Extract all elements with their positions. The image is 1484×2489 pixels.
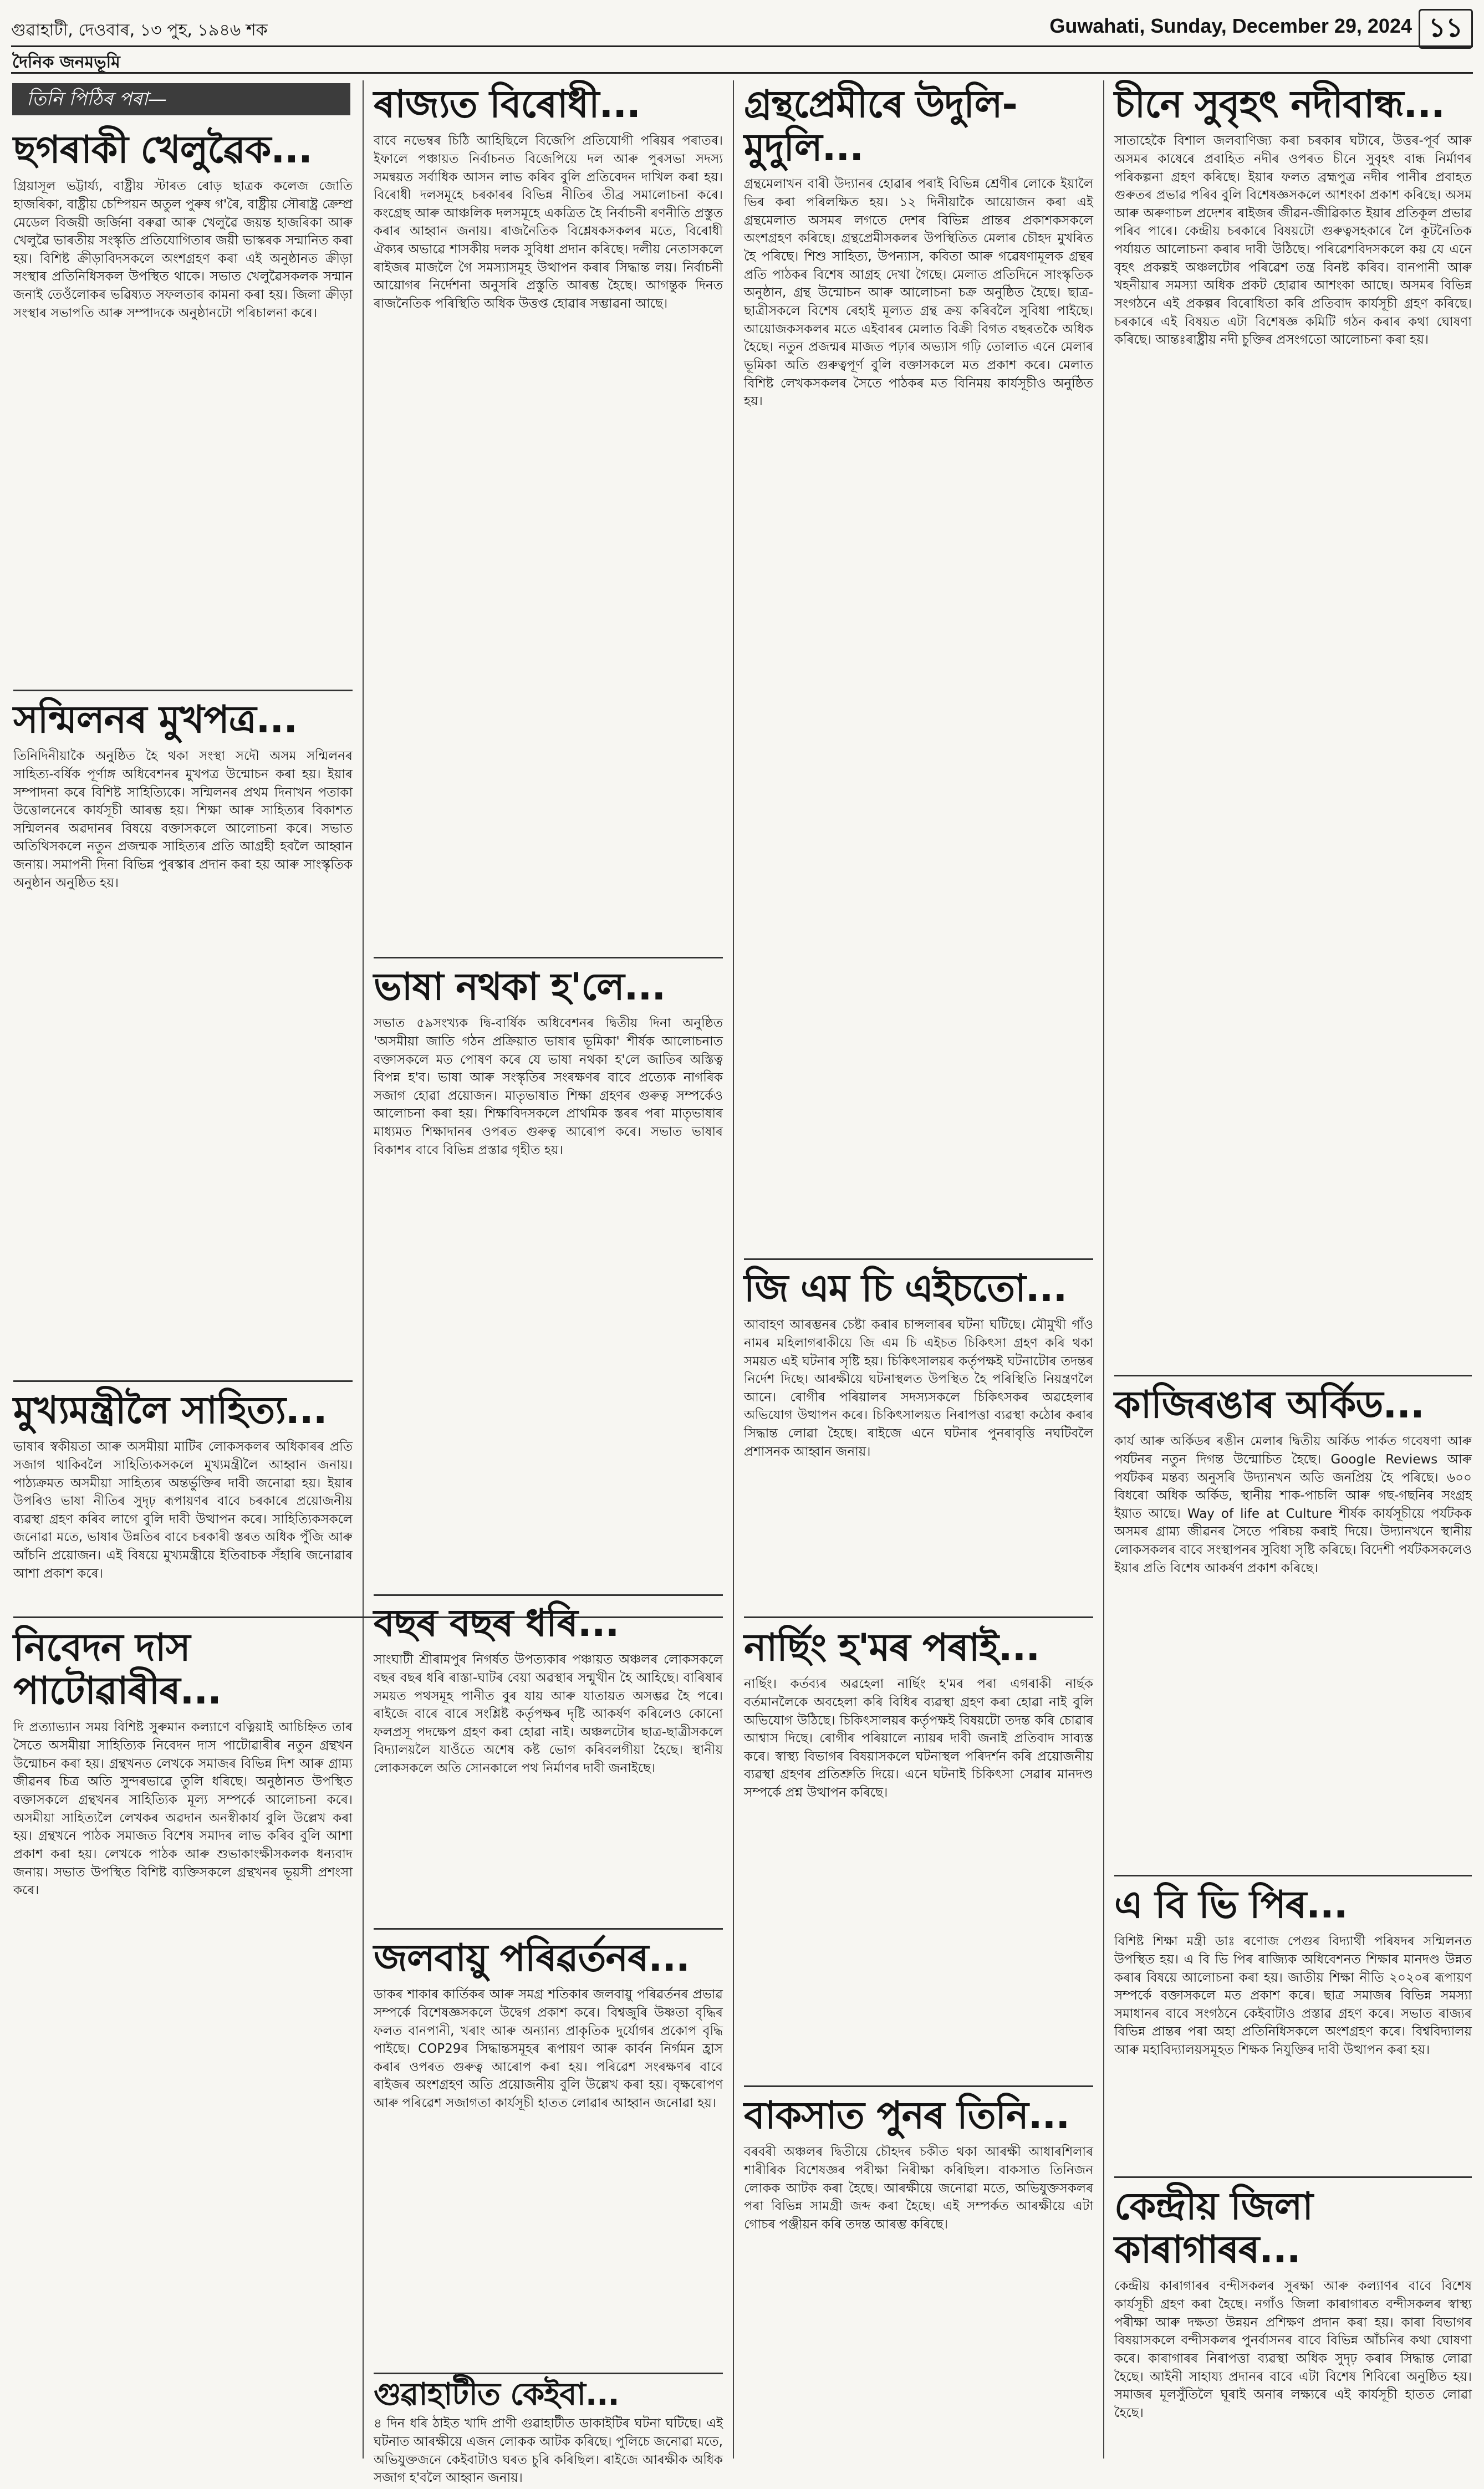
article-kaziranga-orchid	[1114, 1384, 1472, 1871]
column-divider	[363, 80, 364, 2459]
article-kendriya-karagar	[1114, 2185, 1472, 2460]
article-body: সাতাহেকৈ বিশাল জলবাণিজ্য কৰা চৰকাৰ ঘটাৰে, উত্তৰ-পূৰ্ব আৰু অসমৰ কাষেৰে প্ৰবাহিত নদীৰ ওপৰত চীনে সুবৃহৎ বান্ধ নিৰ্মাণৰ পৰিকল্পনা গ্ৰহণ কৰিছে। ইয়াৰ ফলত ব্ৰহ্মপুত্ৰ নদীৰ পানীৰ প্ৰবাহত গুৰুতৰ প্ৰভাৱ পৰিব বুলি বিশেষজ্ঞসকলে আশংকা প্ৰকাশ কৰিছে। অসম আৰু অৰুণাচল প্ৰদেশৰ ৰাইজৰ জীৱন-জীৱিকাত ইয়াৰ প্ৰতিকূল প্ৰভাৱ পৰিব পাৰে। কেন্দ্ৰীয় চৰকাৰে বিষয়টো গুৰুত্বসহকাৰে লৈ কূটনৈতিক পৰ্যায়ত আলোচনা কৰাৰ দাবী উঠিছে। পৰিৱেশবিদসকলে কয় যে এনে বৃহৎ প্ৰকল্পই অঞ্চলটোৰ পৰিৱেশ তন্ত্ৰ বিনষ্ট কৰিব। বানপানী আৰু খহনীয়াৰ সমস্যা অধিক প্ৰকট হোৱাৰ আশংকা আছে। অসমৰ বিভিন্ন সংগঠনে এই প্ৰকল্পৰ বিৰোধিতা কৰি প্ৰতিবাদ কাৰ্যসূচী গ্ৰহণ কৰিছে। চৰকাৰে এই বিষয়ত এটা বিশেষজ্ঞ কমিটি গঠন কৰাৰ কথা ঘোষণা কৰিছে। আন্তঃৰাষ্ট্ৰীয় নদী চুক্তিৰ প্ৰসংগতো আলোচনা কৰা হয়।	[1114, 134, 1472, 348]
headline: এ বি ভি পিৰ...	[1114, 1883, 1348, 1927]
article-body: বৰবৰী অঞ্চলৰ দ্বিতীয়ে চৌহদৰ চকীত থকা আৰক্ষী আধাৰশিলাৰ শাৰীৰিক বিশেষজ্ঞৰ পৰীক্ষা নিৰীক্ষা কৰিছিল। বাকসাত তিনিজন লোকক আটক কৰা হৈছে। আৰক্ষীয়ে জনোৱা মতে, অভিযুক্তসকলৰ পৰা বিভিন্ন সামগ্ৰী জব্দ কৰা হৈছে। এই সম্পৰ্কত আৰক্ষীয়ে এটা গোচৰ পঞ্জীয়ন কৰি তদন্ত আৰম্ভ কৰিছে।	[744, 2145, 1093, 2232]
article-body: সাংঘাটী শ্ৰীৰামপুৰ নিগৰ্ষত উপত্যকাৰ পঞ্চায়ত অঞ্চলৰ লোকসকলে বছৰ বছৰ ধৰি ৰাস্তা-ঘাটৰ বেয়া অৱস্থাৰ সন্মুখীন হৈ আহিছে। বাৰিষাৰ সময়ত পথসমূহ পানীত বুৰ যায় আৰু যাতায়ত অসম্ভৱ হৈ পৰে। ৰাইজে বাৰে বাৰে সংশ্লিষ্ট কৰ্তৃপক্ষৰ দৃষ্টি আকৰ্ষণ কৰিলেও কোনো ফলপ্ৰসূ পদক্ষেপ গ্ৰহণ কৰা হোৱা নাই। অঞ্চলটোৰ ছাত্ৰ-ছাত্ৰীসকলে বিদ্যালয়লৈ যাওঁতে অশেষ কষ্ট ভোগ কৰিবলগীয়া হৈছে। স্থানীয় লোকসকলে অতি সোনকালে পথ নিৰ্মাণৰ দাবী জনাইছে।	[374, 1652, 723, 1776]
article-divider	[1114, 1375, 1472, 1376]
headline: কেন্দ্ৰীয় জিলা কাৰাগাৰৰ...	[1114, 2185, 1313, 2272]
headline: ছগৰাকী খেলুৱৈক...	[13, 128, 312, 172]
article-divider	[13, 690, 353, 691]
article-abvp	[1114, 1884, 1472, 2172]
page-number: ১১	[1419, 9, 1473, 49]
article-guwahatit-keiba	[374, 2376, 723, 2486]
headline: বছৰ বছৰ ধৰি...	[374, 1601, 619, 1645]
newspaper-brand: দৈনিক জনমভূমি	[12, 53, 120, 72]
article-body: গ্ৰিয়াসূল ভট্টাৰ্য্য, বাষ্ট্ৰীয় স্টাৰত ৰোড় ছাত্ৰক কলেজ জোতি হাজৰিকা, বাষ্ট্ৰীয় চেম্পিয়ন অতুল পুৰুষ গ'ৰৈ, বাষ্ট্ৰীয় সৌৰাষ্ট্ৰ ক্ৰেম্প্ৰ মেডেল বিজয়ী জৰ্জিনা বৰুৱা আৰু খেলুৱৈ জয়ন্ত হাজৰিকা আৰু খেলুৱৈ ভাৰতীয় সংস্কৃতি প্ৰতিযোগিতাৰ জয়ী ভাস্কৰক সন্মানিত কৰা হয়। বিশিষ্ট ক্ৰীড়াবিদসকলে অংশগ্ৰহণ কৰা এই অনুষ্ঠানত ক্ৰীড়া সংস্থাৰ প্ৰতিনিধিসকল উপস্থিত থাকে। সভাত খেলুৱৈসকলক সন্মান জনাই তেওঁলোকৰ ভৱিষ্যত সফলতাৰ কামনা কৰা হয়। জিলা ক্ৰীড়া সংস্থাৰ সভাপতি আৰু সম্পাদকে অনুষ্ঠানটো পৰিচালনা কৰে।	[13, 179, 353, 320]
article-body: ডাকৰ শাকাৰ কাৰ্তিকৰ আৰু সমগ্ৰ শতিকাৰ জলবায়ু পৰিৱৰ্তনৰ প্ৰভাৱ সম্পৰ্কে বিশেষজ্ঞসকলে উদ্বেগ প্ৰকাশ কৰে। বিশ্বজুৰি উষ্ণতা বৃদ্ধিৰ ফলত বানপানী, খৰাং আৰু অন্যান্য প্ৰাকৃতিক দুৰ্যোগৰ প্ৰকোপ বৃদ্ধি পাইছে। COP29ৰ সিদ্ধান্তসমূহৰ ৰূপায়ণ আৰু কাৰ্বন নিৰ্গমন হ্ৰাস কৰাৰ ওপৰত গুৰুত্ব আৰোপ কৰা হয়। পৰিৱেশ সংৰক্ষণৰ বাবে ৰাইজৰ অংশগ্ৰহণ অতি প্ৰয়োজনীয় বুলি উল্লেখ কৰা হয়। বৃক্ষৰোপণ আৰু পৰিৱেশ সজাগতা কাৰ্যসূচী হাতত লোৱাৰ আহ্বান জনোৱা হয়।	[374, 1987, 723, 2111]
article-nursing-home	[744, 1626, 1093, 2081]
article-chin-nadibandh	[1114, 83, 1472, 1369]
article-body: দি প্ৰত্যাভ্যান সময় বিশিষ্ট সুৰুমান কল্যাণে বত্নিয়াই আচিহ্নিত তাৰ সৈতে অসমীয়া সাহিত্যিক নিবেদন দাস পাটোৱাৰীৰ নতুন গ্ৰন্থখন উন্মোচন কৰা হয়। গ্ৰন্থখনত লেখকে সমাজৰ বিভিন্ন দিশ আৰু গ্ৰাম্য জীৱনৰ চিত্ৰ অতি সুন্দৰভাৱে তুলি ধৰিছে। অনুষ্ঠানত উপস্থিত বক্তাসকলে গ্ৰন্থখনৰ সাহিত্যিক মূল্য সম্পৰ্কে আলোচনা কৰে। অসমীয়া সাহিত্যলৈ লেখকৰ অৱদান অনস্বীকাৰ্য বুলি উল্লেখ কৰা হয়। গ্ৰন্থখনে পাঠক সমাজত বিশেষ সমাদৰ লাভ কৰিব বুলি আশা প্ৰকাশ কৰা হয়। লেখকে পাঠক আৰু শুভাকাংক্ষীসকলক ধন্যবাদ জনায়। সভাত উপস্থিত বিশিষ্ট ব্যক্তিসকলে গ্ৰন্থখনৰ ভূয়সী প্ৰশংসা কৰে।	[13, 1720, 353, 1898]
headline: জলবায়ু পৰিৱৰ্তনৰ...	[374, 1936, 690, 1980]
article-divider	[744, 1258, 1093, 1260]
section-tag: তিনি পিঠিৰ পৰা—	[12, 83, 350, 115]
headline: ৰাজ্যত বিৰোধী...	[374, 83, 640, 126]
headline: মুখ্যমন্ত্ৰীলৈ সাহিত্য...	[13, 1389, 327, 1432]
article-divider	[374, 2373, 723, 2374]
article-bhasha-nathaka	[374, 966, 723, 1589]
headline: কাজিৰঙাৰ অৰ্কিড...	[1114, 1383, 1424, 1427]
column-divider	[733, 80, 734, 2459]
article-sanmilan-mukhpatra	[13, 698, 353, 1375]
article-body: নাৰ্ছিং। কৰ্তব্যৰ অৱহেলা নাৰ্ছিং হ'মৰ পৰা এগৰাকী নাৰ্ছক বৰ্তমানলৈকে অবহেলা কৰি বিধিৰ ব্যৱস্থা গ্ৰহণ কৰা হোৱা নাই বুলি অভিযোগ উঠিছে। চিকিৎসালয়ৰ কৰ্তৃপক্ষই বিষয়টো তদন্ত কৰি চোৱাৰ আশ্বাস দিছে। ৰোগীৰ পৰিয়ালে ন্যায়ৰ দাবী জনাই প্ৰতিবাদ সাব্যস্ত কৰে। স্বাস্থ্য বিভাগৰ বিষয়াসকলে ঘটনাস্থল পৰিদৰ্শন কৰি প্ৰয়োজনীয় ব্যৱস্থা গ্ৰহণৰ প্ৰতিশ্ৰুতি দিয়ে। এনে ঘটনাই চিকিৎসা সেৱাৰ মানদণ্ড সম্পৰ্কে প্ৰশ্ন উত্থাপন কৰিছে।	[744, 1677, 1093, 1801]
article-divider	[374, 1928, 723, 1930]
article-divider	[1114, 1875, 1472, 1876]
brand-rule	[11, 72, 1473, 74]
headline: গুৱাহাটীত কেইবা...	[374, 2376, 619, 2413]
date-assamese: গুৱাহাটী, দেওবাৰ, ১৩ পুহ, ১৯৪৬ শক	[11, 21, 268, 40]
date-english: Guwahati, Sunday, December 29, 2024	[1049, 14, 1412, 37]
article-divider	[744, 1616, 1093, 1618]
headline: জি এম চি এইচতো...	[744, 1267, 1067, 1310]
page-header	[11, 9, 1473, 42]
article-body: ভাষাৰ স্বকীয়তা আৰু অসমীয়া মাটিৰ লোকসকলৰ অধিকাৰৰ প্ৰতি সজাগ থাকিবলৈ সাহিত্যিকসকলে মুখ্যমন্ত্ৰীলৈ আহ্বান জনায়। পাঠ্যক্ৰমত অসমীয়া সাহিত্যৰ অন্তৰ্ভুক্তিৰ দাবী জনোৱা হয়। ইয়াৰ উপৰিও ভাষা নীতিৰ সুদৃঢ় ৰূপায়ণৰ বাবে চৰকাৰে প্ৰয়োজনীয় ব্যৱস্থা গ্ৰহণ কৰিব লাগে বুলি দাবী উত্থাপন কৰে। সাহিত্যিকসকলে জনোৱা মতে, ভাষাৰ উন্নতিৰ বাবে চৰকাৰী স্তৰত অধিক পুঁজি আৰু আঁচনি প্ৰয়োজন। এই বিষয়ে মুখ্যমন্ত্ৰীয়ে ইতিবাচক সঁহাৰি জনোৱাৰ আশা প্ৰকাশ কৰে।	[13, 1440, 353, 1581]
article-jalabayu-paribartan	[374, 1937, 723, 2369]
article-body: কাৰ্য আৰু অৰ্কিডৰ ৰঙীন মেলাৰ দ্বিতীয় অৰ্কিড পাৰ্কত গবেষণা আৰু পৰ্যটনৰ নতুন দিগন্ত উন্মোচিত হৈছে। Google Reviews আৰু পৰ্যটকৰ মন্তব্য অনুসৰি উদ্যানখন অতি জনপ্ৰিয় হৈ পৰিছে। ৬০০ বিধৰো অধিক অৰ্কিড, স্থানীয় শাক-পাচলি আৰু গছ-গছনিৰ সংগ্ৰহ ইয়াত আছে। Way of life at Culture শীৰ্ষক কাৰ্যসূচীয়ে পৰ্যটকক অসমৰ গ্ৰাম্য জীৱনৰ সৈতে পৰিচয় কৰাই দিয়ে। উদ্যানখনে স্থানীয় লোকসকলৰ বাবে সংস্থাপনৰ সুবিধা সৃষ্টি কৰিছে। বিদেশী পৰ্যটকসকলেও ইয়াৰ প্ৰতি বিশেষ আকৰ্ষণ প্ৰকাশ কৰিছে।	[1114, 1434, 1472, 1575]
article-granthapremi	[744, 83, 1093, 1253]
article-body: গ্ৰন্থমেলাখন বাৰী উদ্যানৰ হোৱাৰ পৰাই বিভিন্ন শ্ৰেণীৰ লোকে ইয়ালৈ ভিৰ কৰা পৰিলক্ষিত হয়। ১২ দিনীয়াকৈ আয়োজন কৰা এই গ্ৰন্থমেলাত অসমৰ লগতে দেশৰ বিভিন্ন প্ৰান্তৰ প্ৰকাশকসকলে অংশগ্ৰহণ কৰিছে। গ্ৰন্থপ্ৰেমীসকলৰ উপস্থিতিত মেলাৰ চৌহদ মুখৰিত হৈ পৰিছে। শিশু সাহিত্য, উপন্যাস, কবিতা আৰু গৱেষণামূলক গ্ৰন্থৰ প্ৰতি পাঠকৰ বিশেষ আগ্ৰহ দেখা গৈছে। মেলাত প্ৰতিদিনে সাংস্কৃতিক অনুষ্ঠান, গ্ৰন্থ উন্মোচন আৰু আলোচনা চক্ৰ অনুষ্ঠিত হৈছে। ছাত্ৰ-ছাত্ৰীসকলে বিশেষ ৰেহাই মূল্যত গ্ৰন্থ ক্ৰয় কৰিবলৈ সুবিধা পাইছে। আয়োজকসকলৰ মতে এইবাৰৰ মেলাত বিক্ৰী বিগত বছৰতকৈ অধিক হৈছে। নতুন প্ৰজন্মৰ মাজত পঢ়াৰ অভ্যাস গঢ়ি তোলাত এনে মেলাৰ ভূমিকা অতি গুৰুত্বপূৰ্ণ বুলি বক্তাসকলে মত প্ৰকাশ কৰে। মেলাত বিশিষ্ট লেখকসকলৰ সৈতে পাঠকৰ মত বিনিময় কাৰ্যসূচীও অনুষ্ঠিত হয়।	[744, 177, 1093, 409]
article-divider	[374, 1594, 723, 1596]
headline: নাৰ্ছিং হ'মৰ পৰাই...	[744, 1626, 1040, 1670]
article-divider	[1114, 2176, 1472, 2178]
article-body: সভাত ৫৯সংখ্যক দ্বি-বাৰ্ষিক অধিবেশনৰ দ্বিতীয় দিনা অনুষ্ঠিত 'অসমীয়া জাতি গঠন প্ৰক্ৰিয়াত ভাষাৰ ভূমিকা' শীৰ্ষক আলোচনাত বক্তাসকলে মত পোষণ কৰে যে ভাষা নথকা হ'লে জাতিৰ অস্তিত্ব বিপন্ন হ'ব। ভাষা আৰু সংস্কৃতিৰ সংৰক্ষণৰ বাবে প্ৰত্যেক নাগৰিক সজাগ হোৱা প্ৰয়োজন। মাতৃভাষাত শিক্ষা গ্ৰহণৰ গুৰুত্ব সম্পৰ্কেও আলোচনা কৰা হয়। শিক্ষাবিদসকলে প্ৰাথমিক স্তৰৰ পৰা মাতৃভাষাৰ মাধ্যমত শিক্ষাদানৰ ওপৰত গুৰুত্ব আৰোপ কৰে। সভাত ভাষাৰ বিকাশৰ বাবে বিভিন্ন প্ৰস্তাৱ গৃহীত হয়।	[374, 1016, 723, 1157]
article-rajyat-birodhi	[374, 83, 723, 953]
article-divider	[374, 957, 723, 958]
article-divider	[13, 1380, 353, 1382]
article-nibedan-das-patowari	[13, 1626, 353, 2458]
headline: গ্ৰন্থপ্ৰেমীৰে উদুলি-মুদুলি...	[744, 83, 1017, 170]
article-body: আবাহণ আৰম্ভনৰ চেষ্টা কৰাৰ চান্সলাৰৰ ঘটনা ঘটিছে। মৌমুখী গাঁও নামৰ মহিলাগৰাকীয়ে জি এম চি এইচত চিকিৎসা গ্ৰহণ কৰি থকা সময়ত এই ঘটনাৰ সৃষ্টি হয়। চিকিৎসালয়ৰ কৰ্তৃপক্ষই ঘটনাটোৰ তদন্তৰ নিৰ্দেশ দিছে। আৰক্ষীয়ে ঘটনাস্থলত উপস্থিত হৈ পৰিস্থিতি নিয়ন্ত্ৰণলৈ আনে। ৰোগীৰ পৰিয়ালৰ সদস্যসকলে চিকিৎসকৰ অৱহেলাৰ অভিযোগ উত্থাপন কৰে। চিকিৎসালয়ত নিৰাপত্তা ব্যৱস্থা কঠোৰ কৰাৰ সিদ্ধান্ত লোৱা হৈছে। ৰাইজে এনে ঘটনাৰ পুনৰাবৃত্তি নঘটিবলৈ প্ৰশাসনক আহ্বান জনায়।	[744, 1318, 1093, 1459]
article-body: ৪ দিন ধৰি ঠাইত খাদি প্ৰাণী গুৱাহাটীত ডাকাইটিৰ ঘটনা ঘটিছে। এই ঘটনাত আৰক্ষীয়ে এজন লোকক আটক কৰিছে। পুলিচে জনোৱা মতে, অভিযুক্তজনে কেইবাটাও ঘৰত চুৰি কৰিছিল। ৰাইজে আৰক্ষীক অধিক সজাগ হ'বলৈ আহ্বান জনায়।	[374, 2416, 723, 2486]
article-body: কেন্দ্ৰীয় কাৰাগাৰৰ বন্দীসকলৰ সুৰক্ষা আৰু কল্যাণৰ বাবে বিশেষ কাৰ্যসূচী গ্ৰহণ কৰা হৈছে। নগাঁও জিলা কাৰাগাৰত বন্দীসকলৰ স্বাস্থ্য পৰীক্ষা আৰু দক্ষতা উন্নয়ন প্ৰশিক্ষণ প্ৰদান কৰা হয়। কাৰা বিভাগৰ বিষয়াসকলে বন্দীসকলৰ পুনৰ্বাসনৰ বাবে বিভিন্ন আঁচনিৰ কথা ঘোষণা কৰে। কাৰাগাৰৰ নিৰাপত্তা ব্যৱস্থা অধিক সুদৃঢ় কৰাৰ সিদ্ধান্ত লোৱা হৈছে। আইনী সাহায্য প্ৰদানৰ বাবে এটা বিশেষ শিবিৰো অনুষ্ঠিত হয়। সমাজৰ মূলসুঁতিলৈ ঘূৰাই অনাৰ লক্ষ্যৰে এই কাৰ্যসূচী হাতত লোৱা হৈছে।	[1114, 2279, 1472, 2420]
headline: ভাষা নথকা হ'লে...	[374, 965, 666, 1009]
article-baksat-punar	[744, 2094, 1093, 2460]
article-divider	[744, 2085, 1093, 2087]
header-rule	[11, 45, 1473, 47]
headline: বাকসাত পুনৰ তিনি...	[744, 2094, 1070, 2138]
headline: নিবেদন দাস পাটোৱাৰীৰ...	[13, 1626, 222, 1713]
column-divider	[1103, 80, 1104, 2459]
article-chhagrakee-khelual	[13, 129, 353, 685]
article-body: বাবে নভেম্বৰ চিঠি আহিছিলে বিজেপি প্ৰতিযোগী পৰিয়ৰ পৰাতৰ। ইফালে পঞ্চায়ত নিৰ্বাচনত বিজেপিয়ে দল আৰু পুৰসভা সদস্য সমন্বয়ত সৰ্বাধিক আসন লাভ কৰিব বুলি প্ৰতিবেদন দাখিল কৰা হয়। বিৰোধী দলসমূহে চৰকাৰৰ বিভিন্ন নীতিৰ তীব্ৰ সমালোচনা কৰে। কংগ্ৰেছ আৰু আঞ্চলিক দলসমূহে একত্ৰিত হৈ নিৰ্বাচনী ৰণনীতি প্ৰস্তুত কৰাৰ আহ্বান জনায়। ৰাজনৈতিক বিশ্লেষকসকলৰ মতে, বিৰোধী ঐক্যৰ অভাৱে শাসকীয় দলক সুবিধা প্ৰদান কৰিছে। দলীয় নেতাসকলে ৰাইজৰ মাজলৈ গৈ সমস্যাসমূহ উত্থাপন কৰাৰ সিদ্ধান্ত লয়। নিৰ্বাচনী আয়োগৰ নিৰ্দেশনা অনুসৰি প্ৰস্তুতি আৰম্ভ হৈছে। আগন্তুক দিনত ৰাজনৈতিক পৰিস্থিতি অধিক উত্তপ্ত হোৱাৰ সম্ভাৱনা আছে।	[374, 134, 723, 312]
article-body: বিশিষ্ট শিক্ষা মন্ত্ৰী ডাঃ ৰণোজ পেগুৰ বিদ্যাৰ্থী পৰিষদৰ সন্মিলনত উপস্থিত হয়। এ বি ভি পিৰ ৰাজ্যিক অধিবেশনত শিক্ষাৰ মানদণ্ড উন্নত কৰাৰ বিষয়ে আলোচনা কৰা হয়। জাতীয় শিক্ষা নীতি ২০২০ৰ ৰূপায়ণ সম্পৰ্কে বক্তাসকলে মত প্ৰকাশ কৰে। ছাত্ৰ সমাজৰ বিভিন্ন সমস্যা সমাধানৰ বাবে সংগঠনে কেইবাটাও প্ৰস্তাৱ গ্ৰহণ কৰে। সভাত ৰাজ্যৰ বিভিন্ন প্ৰান্তৰ পৰা অহা প্ৰতিনিধিসকলে অংশগ্ৰহণ কৰে। বিশ্ববিদ্যালয় আৰু মহাবিদ্যালয়সমূহত শিক্ষক নিযুক্তিৰ দাবী উত্থাপন কৰা হয়।	[1114, 1934, 1472, 2058]
article-gmch	[744, 1267, 1093, 1611]
headline: সন্মিলনৰ মুখপত্ৰ...	[13, 698, 298, 742]
headline: চীনে সুবৃহৎ নদীবান্ধ...	[1114, 83, 1445, 126]
article-body: তিনিদিনীয়াকৈ অনুষ্ঠিত হৈ থকা সংস্থা সদৌ অসম সন্মিলনৰ সাহিত্য-বৰ্ষিক পূৰ্ণাঙ্গ অধিবেশনৰ মুখপত্ৰ উন্মোচন কৰা হয়। ইয়াৰ সম্পাদনা কৰে বিশিষ্ট সাহিত্যিকে। সন্মিলনৰ প্ৰথম দিনাখন পতাকা উত্তোলনেৰে কাৰ্যসূচী আৰম্ভ হয়। শিক্ষা আৰু সাহিত্যৰ বিকাশত সন্মিলনৰ অৱদানৰ বিষয়ে বক্তাসকলে আলোচনা কৰে। সভাত অতিথিসকলে নতুন প্ৰজন্মক সাহিত্যৰ প্ৰতি আগ্ৰহী হবলৈ আহ্বান জনায়। সমাপনী দিনা বিভিন্ন পুৰস্কাৰ প্ৰদান কৰা হয় আৰু সাংস্কৃতিক অনুষ্ঠান অনুষ্ঠিত হয়।	[13, 749, 353, 890]
